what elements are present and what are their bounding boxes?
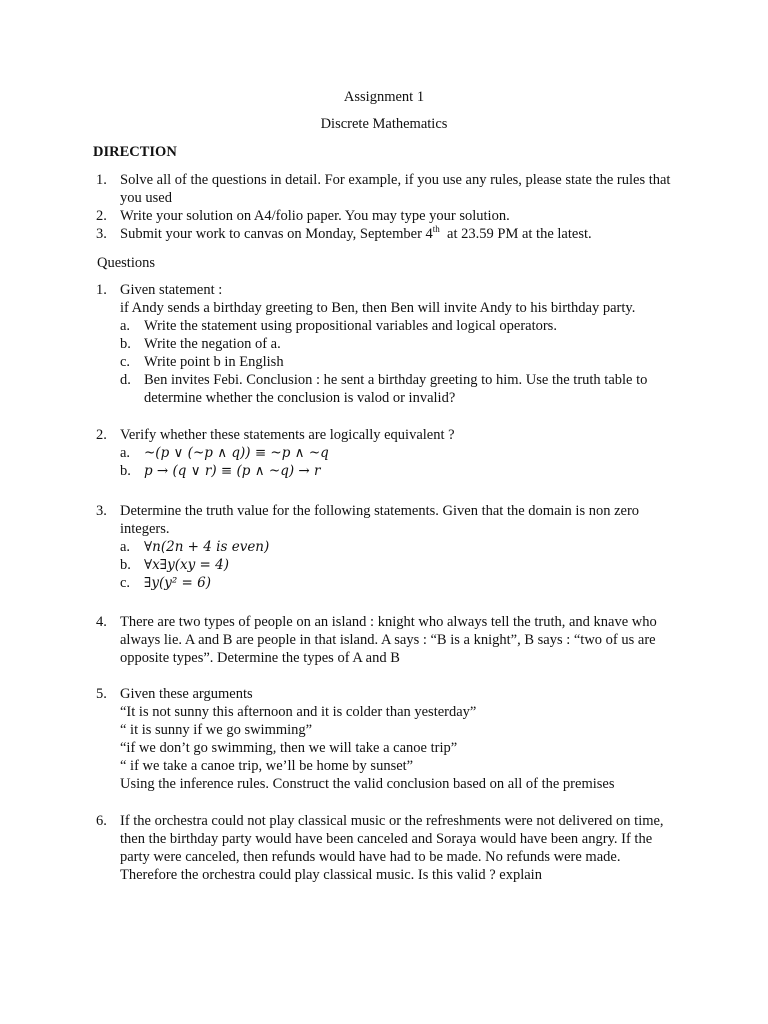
direction-text: at 23.59 PM at the latest. <box>439 226 592 242</box>
direction-list <box>0 171 680 243</box>
direction-text: Write your solution on A4/folio paper. You may type your solution. <box>120 208 510 224</box>
question-number: 5. <box>96 686 107 702</box>
direction-item <box>0 225 680 243</box>
sub-item <box>120 335 680 353</box>
assignment-title: Assignment 1 <box>343 89 425 105</box>
sub-letter: a. <box>120 445 131 461</box>
question-text: Determine the truth value for the following statements. Given that the domain is non zero integers. <box>120 503 640 537</box>
question-2 <box>0 426 768 480</box>
math-expression: ∃y(y² = 6) <box>144 575 212 591</box>
sub-letter: a. <box>120 318 131 334</box>
premise: “ if we take a canoe trip, we’ll be home by sunset” <box>120 758 414 774</box>
sub-item <box>120 444 680 462</box>
math-expression: ~(p ∨ (~p ∧ q)) ≡ ~p ∧ ~q <box>144 445 329 461</box>
ordinal-suffix: th <box>432 224 440 234</box>
math-expression: ∀x∃y(xy = 4) <box>144 557 229 573</box>
direction-text: Solve all of the questions in detail. For example, if you use any rules, please state the rules that you used <box>120 172 671 206</box>
premise: “if we don’t go swimming, then we will take a canoe trip” <box>120 740 458 756</box>
question-number: 3. <box>96 503 107 519</box>
sub-item <box>120 371 680 407</box>
question-text: Given statement : <box>120 282 223 298</box>
question-text: Given these arguments <box>120 686 253 702</box>
sub-letter: d. <box>120 372 131 388</box>
direction-text: Submit your work to canvas on Monday, September 4 <box>120 226 433 242</box>
question-6 <box>0 812 768 884</box>
math-expression: p → (q ∨ r) ≡ (p ∧ ~q) → r <box>144 463 321 479</box>
sub-text: Ben invites Febi. Conclusion : he sent a birthday greeting to him. Use the truth table to determine whether the conclusion is valod or invalid? <box>144 372 648 406</box>
sub-item <box>120 538 680 556</box>
direction-number: 3. <box>96 226 107 242</box>
question-5 <box>0 685 768 793</box>
sub-item <box>120 574 680 592</box>
sub-text: Write the negation of a. <box>144 336 281 352</box>
sub-letter: b. <box>120 336 131 352</box>
question-number: 1. <box>96 282 107 298</box>
question-number: 4. <box>96 614 107 630</box>
sub-letter: b. <box>120 557 131 573</box>
sub-letter: b. <box>120 463 131 479</box>
sub-letter: a. <box>120 539 131 555</box>
math-expression: ∀n(2n + 4 is even) <box>144 539 270 555</box>
sub-text: Write point b in English <box>144 354 284 370</box>
question-instruction: Using the inference rules. Construct the valid conclusion based on all of the premises <box>120 776 615 792</box>
question-text: Verify whether these statements are logically equivalent ? <box>120 427 455 443</box>
sub-item <box>120 556 680 574</box>
premise: “ it is sunny if we go swimming” <box>120 722 313 738</box>
questions-label: Questions <box>97 255 155 271</box>
direction-item <box>0 207 680 225</box>
question-number: 6. <box>96 813 107 829</box>
direction-item <box>0 171 680 207</box>
question-3 <box>0 502 768 592</box>
question-1 <box>0 281 768 407</box>
question-text: If the orchestra could not play classical music or the refreshments were not delivered on time, then the birthday party would have been canceled and Soraya would have been angry. If the party were canceled, then refunds would have had to be made. No refunds were made. Therefore the orchestra could play classical music. Is this valid ? explain <box>120 813 664 883</box>
direction-number: 1. <box>96 172 107 188</box>
course-subtitle: Discrete Mathematics <box>320 116 448 132</box>
question-number: 2. <box>96 427 107 443</box>
sub-item <box>120 317 680 335</box>
sub-letter: c. <box>120 575 131 591</box>
direction-heading: DIRECTION <box>93 144 177 160</box>
question-statement: if Andy sends a birthday greeting to Ben, then Ben will invite Andy to his birthday party. <box>120 300 636 316</box>
sub-item <box>120 353 680 371</box>
direction-number: 2. <box>96 208 107 224</box>
premise: “It is not sunny this afternoon and it is colder than yesterday” <box>120 704 477 720</box>
question-4 <box>0 613 768 667</box>
sub-item <box>120 462 680 480</box>
question-text: There are two types of people on an island : knight who always tell the truth, and knave who always lie. A and B are people in that island. A says : “B is a knight”, B says : “two of us are opposite types”. Determine the types of A and B <box>120 614 657 666</box>
sub-letter: c. <box>120 354 131 370</box>
sub-text: Write the statement using propositional variables and logical operators. <box>144 318 557 334</box>
